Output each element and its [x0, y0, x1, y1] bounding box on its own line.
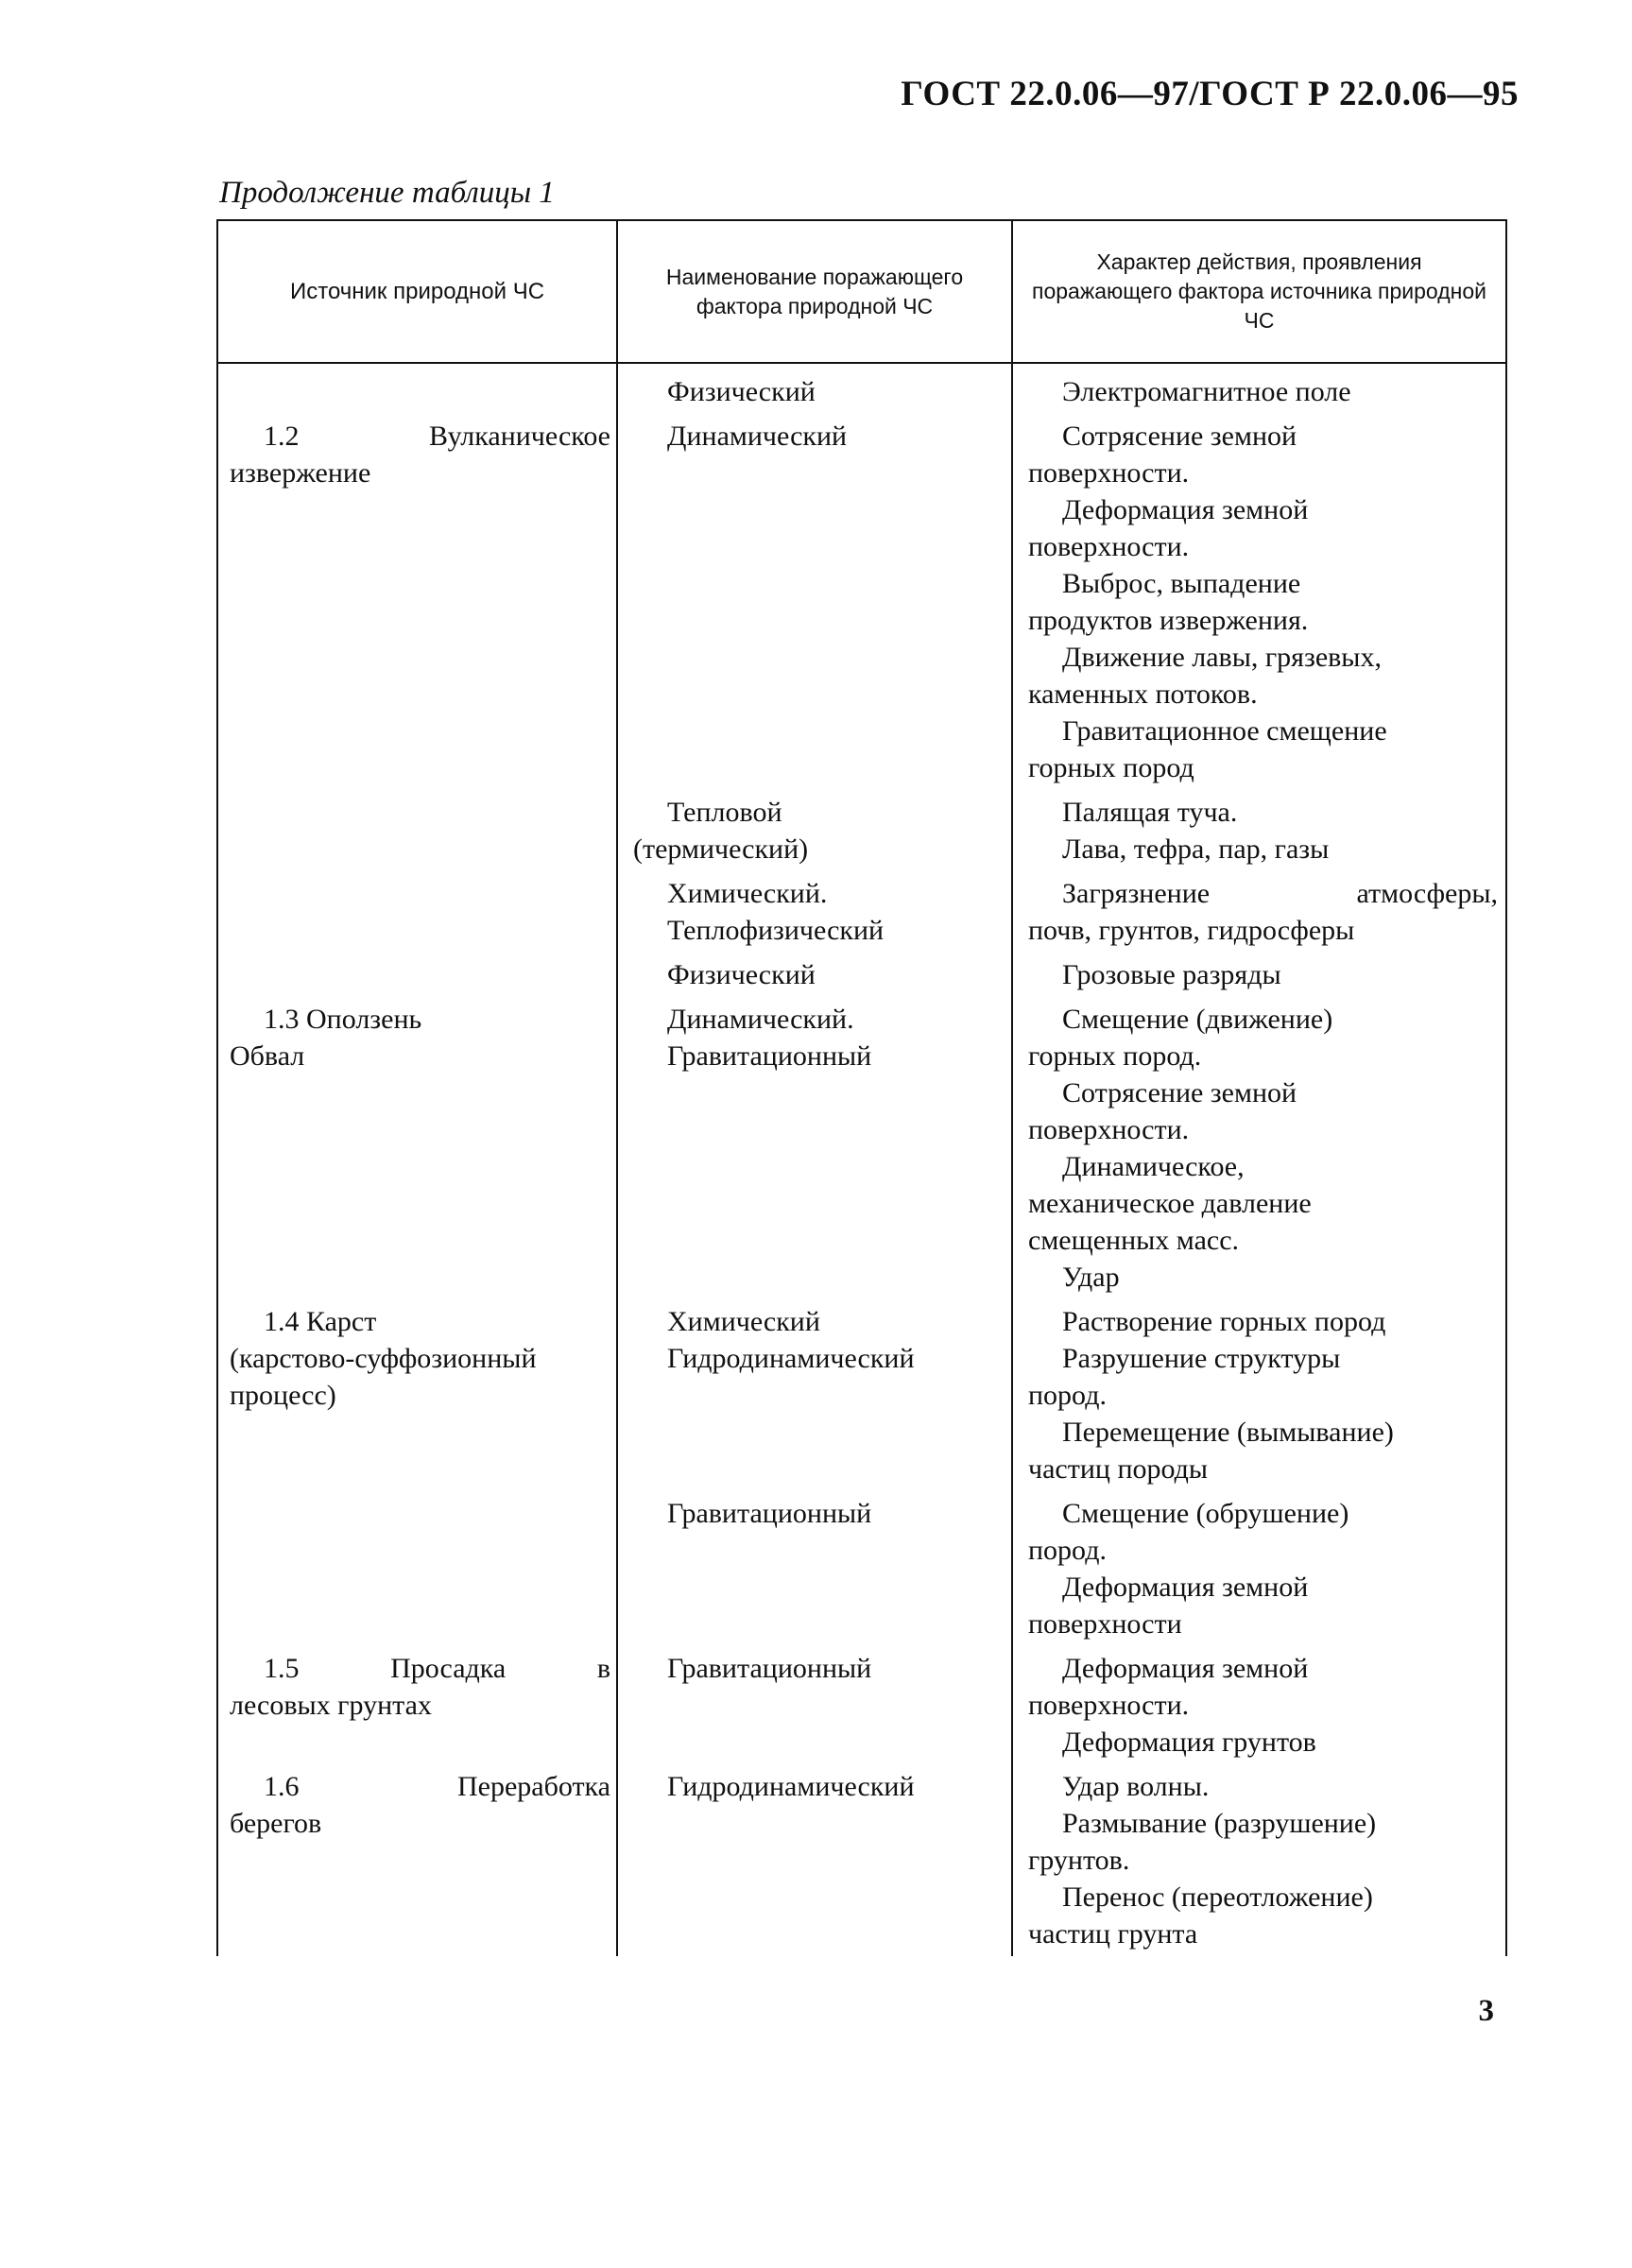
factor-cell: [617, 786, 1012, 868]
effect-line: почв, грунтов, гидросферы: [1028, 915, 1355, 946]
hazard-factors-table: [216, 219, 1507, 1956]
factor-line: (термический): [633, 833, 809, 865]
factor-line: Теплофизический: [667, 915, 885, 946]
effect-line: Разрушение структуры: [1062, 1343, 1341, 1374]
effect-line: поверхности.: [1028, 1114, 1190, 1145]
source-line: процесс): [230, 1380, 336, 1411]
table-row: [217, 1761, 1506, 1956]
factor-line: Физический: [667, 959, 816, 990]
source-line: [230, 1768, 610, 1805]
source-word: в: [596, 1653, 610, 1684]
effect-line: Размывание (разрушение): [1062, 1808, 1377, 1839]
effect-line: горных пород.: [1028, 1040, 1202, 1072]
factor-line: Химический: [667, 1306, 820, 1337]
source-cell: [217, 868, 617, 949]
effect-line: поверхности.: [1028, 1690, 1190, 1721]
effect-cell: [1012, 363, 1506, 410]
factor-cell: [617, 1487, 1012, 1642]
effect-line: Деформация земной: [1062, 1653, 1309, 1684]
effect-word: атмосферы,: [1356, 878, 1498, 909]
factor-cell: [617, 949, 1012, 993]
effect-cell: [1012, 410, 1506, 786]
factor-line: Гравитационный: [667, 1498, 872, 1529]
table-row: [217, 1642, 1506, 1761]
effect-cell: [1012, 949, 1506, 993]
effect-line: Гравитационное смещение: [1062, 715, 1387, 747]
effect-cell: [1012, 1487, 1506, 1642]
source-line: [230, 418, 610, 455]
effect-line: Деформация грунтов: [1062, 1727, 1316, 1758]
effect-line: каменных потоков.: [1028, 679, 1258, 710]
source-cell: [217, 1296, 617, 1487]
page-number: 3: [1478, 1994, 1494, 2028]
table-row: [217, 363, 1506, 410]
effect-line: поверхности.: [1028, 457, 1190, 489]
factor-cell: [617, 1761, 1012, 1956]
effect-line: пород.: [1028, 1380, 1107, 1411]
effect-line: поверхности.: [1028, 531, 1190, 562]
source-cell: [217, 1487, 617, 1642]
effect-line: [1028, 875, 1498, 912]
table-row: [217, 868, 1506, 949]
factor-line: Физический: [667, 376, 816, 407]
source-cell: [217, 1761, 617, 1956]
effect-line: Смещение (обрушение): [1062, 1498, 1349, 1529]
factor-cell: [617, 868, 1012, 949]
source-line: 1.3 Оползень: [264, 1004, 422, 1035]
effect-line: Выброс, выпадение: [1062, 568, 1301, 599]
factor-line: Гравитационный: [667, 1040, 872, 1072]
effect-line: Динамическое,: [1062, 1151, 1245, 1182]
factor-cell: [617, 1296, 1012, 1487]
factor-line: Гидродинамический: [667, 1343, 915, 1374]
effect-line: Деформация земной: [1062, 1572, 1309, 1603]
source-line: [230, 1650, 610, 1687]
source-line: 1.4 Карст: [264, 1306, 377, 1337]
table-header-row: [217, 220, 1506, 363]
source-line: Обвал: [230, 1040, 305, 1072]
factor-line: Гидродинамический: [667, 1771, 915, 1802]
effect-line: поверхности: [1028, 1608, 1182, 1640]
factor-cell: [617, 410, 1012, 786]
source-line: (карстово-суффозионный: [230, 1343, 537, 1374]
source-word: Вулканическое: [428, 421, 610, 452]
effect-line: Смещение (движение): [1062, 1004, 1333, 1035]
source-number: 1.2: [264, 421, 300, 452]
effect-line: частиц грунта: [1028, 1918, 1198, 1950]
effect-cell: [1012, 1296, 1506, 1487]
effect-line: пород.: [1028, 1535, 1107, 1566]
source-cell: [217, 993, 617, 1296]
column-header-factor: Наименование поражающего фактора природной ЧС: [617, 220, 1012, 363]
factor-cell: [617, 363, 1012, 410]
column-header-source: Источник природной ЧС: [217, 220, 617, 363]
document-header: ГОСТ 22.0.06—97/ГОСТ Р 22.0.06—95: [901, 75, 1519, 113]
effect-line: Движение лавы, грязевых,: [1062, 642, 1382, 673]
source-number: 1.5: [264, 1653, 300, 1684]
source-word: Просадка: [390, 1653, 507, 1684]
effect-line: горных пород: [1028, 752, 1194, 783]
effect-line: Перемещение (вымывание): [1062, 1417, 1394, 1448]
source-cell: [217, 410, 617, 786]
effect-cell: [1012, 1642, 1506, 1761]
table-row: [217, 786, 1506, 868]
effect-line: Растворение горных пород: [1062, 1306, 1386, 1337]
factor-line: Динамический: [667, 421, 848, 452]
effect-cell: [1012, 868, 1506, 949]
factor-line: Химический.: [667, 878, 828, 909]
effect-line: Палящая туча.: [1062, 797, 1238, 828]
effect-line: Электромагнитное поле: [1062, 376, 1351, 407]
effect-line: Грозовые разряды: [1062, 959, 1281, 990]
effect-line: Лава, тефра, пар, газы: [1062, 833, 1330, 865]
effect-line: частиц породы: [1028, 1453, 1209, 1485]
source-cell: [217, 786, 617, 868]
factor-line: Динамический.: [667, 1004, 854, 1035]
source-number: 1.6: [264, 1771, 300, 1802]
effect-cell: [1012, 786, 1506, 868]
source-word: Переработка: [456, 1771, 610, 1802]
factor-line: Тепловой: [667, 797, 782, 828]
effect-line: грунтов.: [1028, 1845, 1130, 1876]
source-cell: [217, 949, 617, 993]
source-cell: [217, 1642, 617, 1761]
effect-cell: [1012, 993, 1506, 1296]
effect-line: Сотрясение земной: [1062, 1077, 1297, 1108]
table-continuation-caption: Продолжение таблицы 1: [219, 176, 555, 210]
factor-cell: [617, 1642, 1012, 1761]
factor-cell: [617, 993, 1012, 1296]
factor-line: Гравитационный: [667, 1653, 872, 1684]
table-row: [217, 1296, 1506, 1487]
table-row: [217, 993, 1506, 1296]
source-line: лесовых грунтах: [230, 1690, 432, 1721]
effect-line: продуктов извержения.: [1028, 605, 1309, 636]
table-row: [217, 1487, 1506, 1642]
source-line: извержение: [230, 457, 371, 489]
source-line: берегов: [230, 1808, 322, 1839]
effect-line: Удар: [1062, 1262, 1120, 1293]
effect-line: механическое давление: [1028, 1188, 1312, 1219]
column-header-effect: Характер действия, проявления поражающего фактора источника природной ЧС: [1012, 220, 1506, 363]
table-row: [217, 410, 1506, 786]
effect-line: Перенос (переотложение): [1062, 1881, 1373, 1913]
effect-cell: [1012, 1761, 1506, 1956]
effect-word: Загрязнение: [1062, 878, 1211, 909]
effect-line: Сотрясение земной: [1062, 421, 1297, 452]
table-row: [217, 949, 1506, 993]
effect-line: Деформация земной: [1062, 494, 1309, 525]
effect-line: смещенных масс.: [1028, 1225, 1240, 1256]
effect-line: Удар волны.: [1062, 1771, 1210, 1802]
source-cell: [217, 363, 617, 410]
